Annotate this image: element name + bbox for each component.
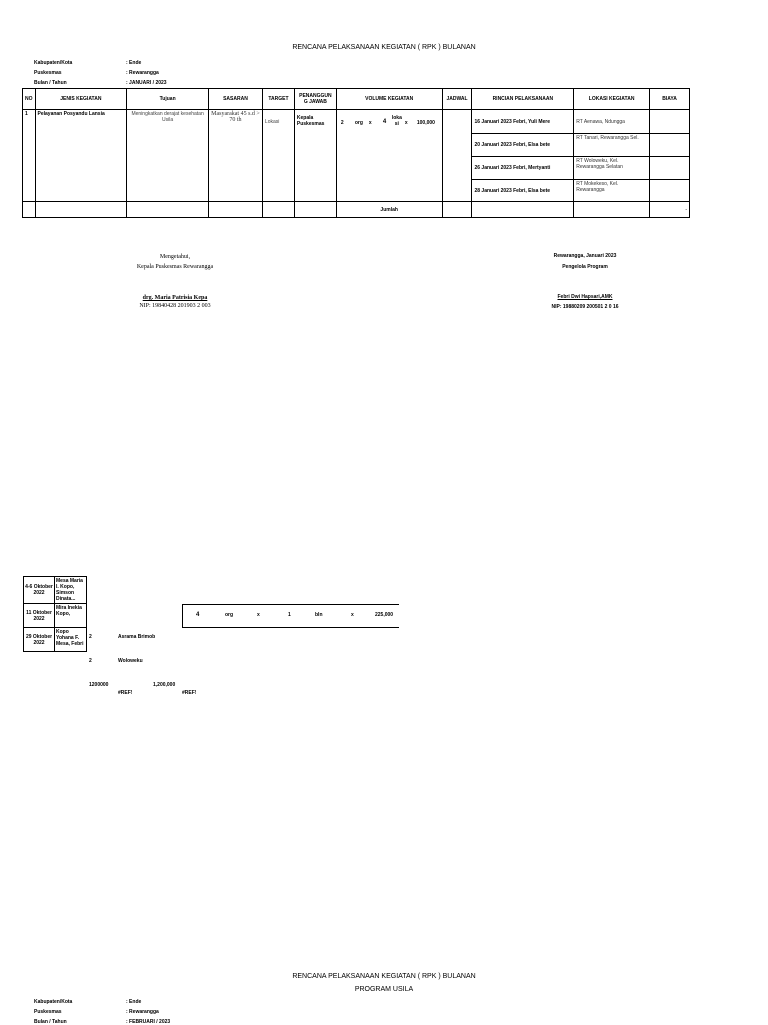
ref-error-2: #REF! [182, 690, 197, 696]
cell-rincian: 20 Januari 2023 Febri, Elsa bete [472, 134, 574, 157]
cell-rincian: 28 Januari 2023 Febri, Elsa bete [472, 180, 574, 202]
value-1: 1200000 [89, 682, 109, 688]
schedule-date: 29 Oktober 2022 [24, 628, 55, 652]
header-cell: Tujuan [127, 89, 209, 110]
sign-left-nip: NIP: 19840428 201903 2 003 [139, 303, 211, 309]
loc1-num: 2 [89, 634, 92, 640]
vol-price: 225,000 [375, 612, 394, 618]
header-cell: LOKASI KEGIATAN [574, 89, 650, 110]
total-label: Jumlah [336, 202, 442, 218]
vol-count: 2 [340, 120, 344, 126]
table-total-row [23, 202, 690, 218]
cell-lokasi: RT Mokekeso, Kel. Rewarangga [574, 180, 650, 202]
vol-lokasi-count: 4 [382, 119, 387, 125]
meta-label-puskesmas: Puskesmas [34, 70, 62, 76]
header-cell: JENIS KEGIATAN [35, 89, 127, 110]
header-cell: JADWAL [442, 89, 472, 110]
vol-unit: org [225, 612, 234, 618]
meta-label-kabupaten: Kabupaten/Kota [34, 999, 73, 1005]
cell-target: Lokasi [262, 110, 294, 202]
vol-lokasi-unit: loka si [391, 115, 402, 127]
list-item [24, 577, 87, 604]
cell-biaya [650, 134, 690, 157]
header-cell: PENANGGUN G JAWAB [294, 89, 336, 110]
meta-label-bulan: Bulan / Tahun [34, 80, 67, 86]
cell-rincian: 26 Januari 2023 Febri, Mertyanti [472, 157, 574, 180]
page2-subtitle: PROGRAM USILA [354, 986, 414, 993]
cell-lokasi: RT Aenawa, Ndungga [574, 110, 650, 134]
list-item [24, 628, 87, 652]
cell-lokasi: RT Tanari, Rewarangga Sel. [574, 134, 650, 157]
meta-value-puskesmas: : Rewarangga [126, 70, 159, 76]
cell-volume [336, 110, 442, 202]
vol-times-2: x [404, 120, 408, 126]
header-cell: RINCIAN PELAKSANAAN [472, 89, 574, 110]
meta-label-bulan: Bulan / Tahun [34, 1019, 67, 1025]
header-cell: BIAYA [650, 89, 690, 110]
vol-times: x [368, 120, 372, 126]
cell-lokasi: RT Woloweku, Kel. Rewarangga Selatan [574, 157, 650, 180]
sign-right-nip: NIP: 19880209 200501 2 0 16 [551, 304, 619, 310]
loc2-num: 2 [89, 658, 92, 664]
cell-biaya [650, 180, 690, 202]
page2-title: RENCANA PELAKSANAAN KEGIATAN ( RPK ) BULANAN [292, 973, 476, 980]
cell-penanggung-jawab: Kepala Puskesmas [294, 110, 336, 202]
meta-value-kabupaten: : Ende [126, 999, 142, 1005]
sign-left-line1: Mengetahui, [159, 254, 191, 260]
meta-value-kabupaten: : Ende [126, 60, 142, 66]
sign-right-line1: Rewarangga, Januari 2023 [553, 253, 617, 259]
cell-jenis-kegiatan: Pelayanan Posyandu Lansia [35, 110, 127, 202]
vol-times-2: x [351, 612, 354, 618]
vol-unit: org [354, 120, 363, 126]
list-item [24, 604, 87, 628]
schedule-date: 4-6 Oktober 2022 [24, 577, 55, 604]
schedule-names: Mira Inekia Kopo, [55, 604, 87, 628]
sign-right-name: Febri Dwi Hapsari,AMK [557, 294, 613, 300]
cell-biaya [650, 110, 690, 134]
sign-left-line2: Kepala Puskesmas Rewarangga [136, 264, 214, 270]
meta-value-bulan: : JANUARI / 2023 [126, 80, 167, 86]
sign-left-name: drg. Maria Patrisia Kepa [142, 295, 208, 301]
cell-no: 1 [23, 110, 36, 202]
schedule-fragment [23, 576, 87, 652]
header-cell: SASARAN [209, 89, 263, 110]
vol-times: x [257, 612, 260, 618]
cell-jadwal [442, 110, 472, 202]
loc2-text: Woloweku [118, 658, 143, 664]
table-row [23, 110, 690, 134]
header-cell: TARGET [262, 89, 294, 110]
schedule-names: Kopo Yohana F. Mesa, Febri [55, 628, 87, 652]
cell-rincian: 16 Januari 2023 Febri, Yuli Mere [472, 110, 574, 134]
ref-error-1: #REF! [118, 690, 133, 696]
loc1-text: Asrama Brimob [118, 634, 156, 640]
value-2: 1,200,000 [153, 682, 176, 688]
rpk-table [22, 88, 690, 218]
vol-price: 100,000 [416, 120, 435, 126]
cell-tujuan: Meningkatkan derajat kesehatan Usila [127, 110, 209, 202]
cell-sasaran: Masyarakat 45 s.d > 70 th [209, 110, 263, 202]
meta-label-puskesmas: Puskesmas [34, 1009, 62, 1015]
vol-count: 4 [196, 612, 200, 618]
total-biaya: - [650, 202, 690, 218]
meta-label-kabupaten: Kabupaten/Kota [34, 60, 73, 66]
table-header-row [23, 89, 690, 110]
header-cell: NO [23, 89, 36, 110]
schedule-date: 11 Oktober 2022 [24, 604, 55, 628]
volume-fragment [182, 604, 399, 628]
page-title: RENCANA PELAKSANAAN KEGIATAN ( RPK ) BULANAN [292, 44, 476, 51]
meta-value-puskesmas: : Rewarangga [126, 1009, 159, 1015]
schedule-names: Mesa Maria I. Kopo, Simson Dinata... [55, 577, 87, 604]
cell-biaya [650, 157, 690, 180]
meta-value-bulan: : FEBRUARI / 2023 [126, 1019, 171, 1025]
sign-right-line2: Pengelola Program [562, 264, 608, 270]
vol-months: 1 [288, 612, 291, 618]
header-cell: VOLUME KEGIATAN [336, 89, 442, 110]
vol-months-unit: bln [315, 612, 323, 618]
